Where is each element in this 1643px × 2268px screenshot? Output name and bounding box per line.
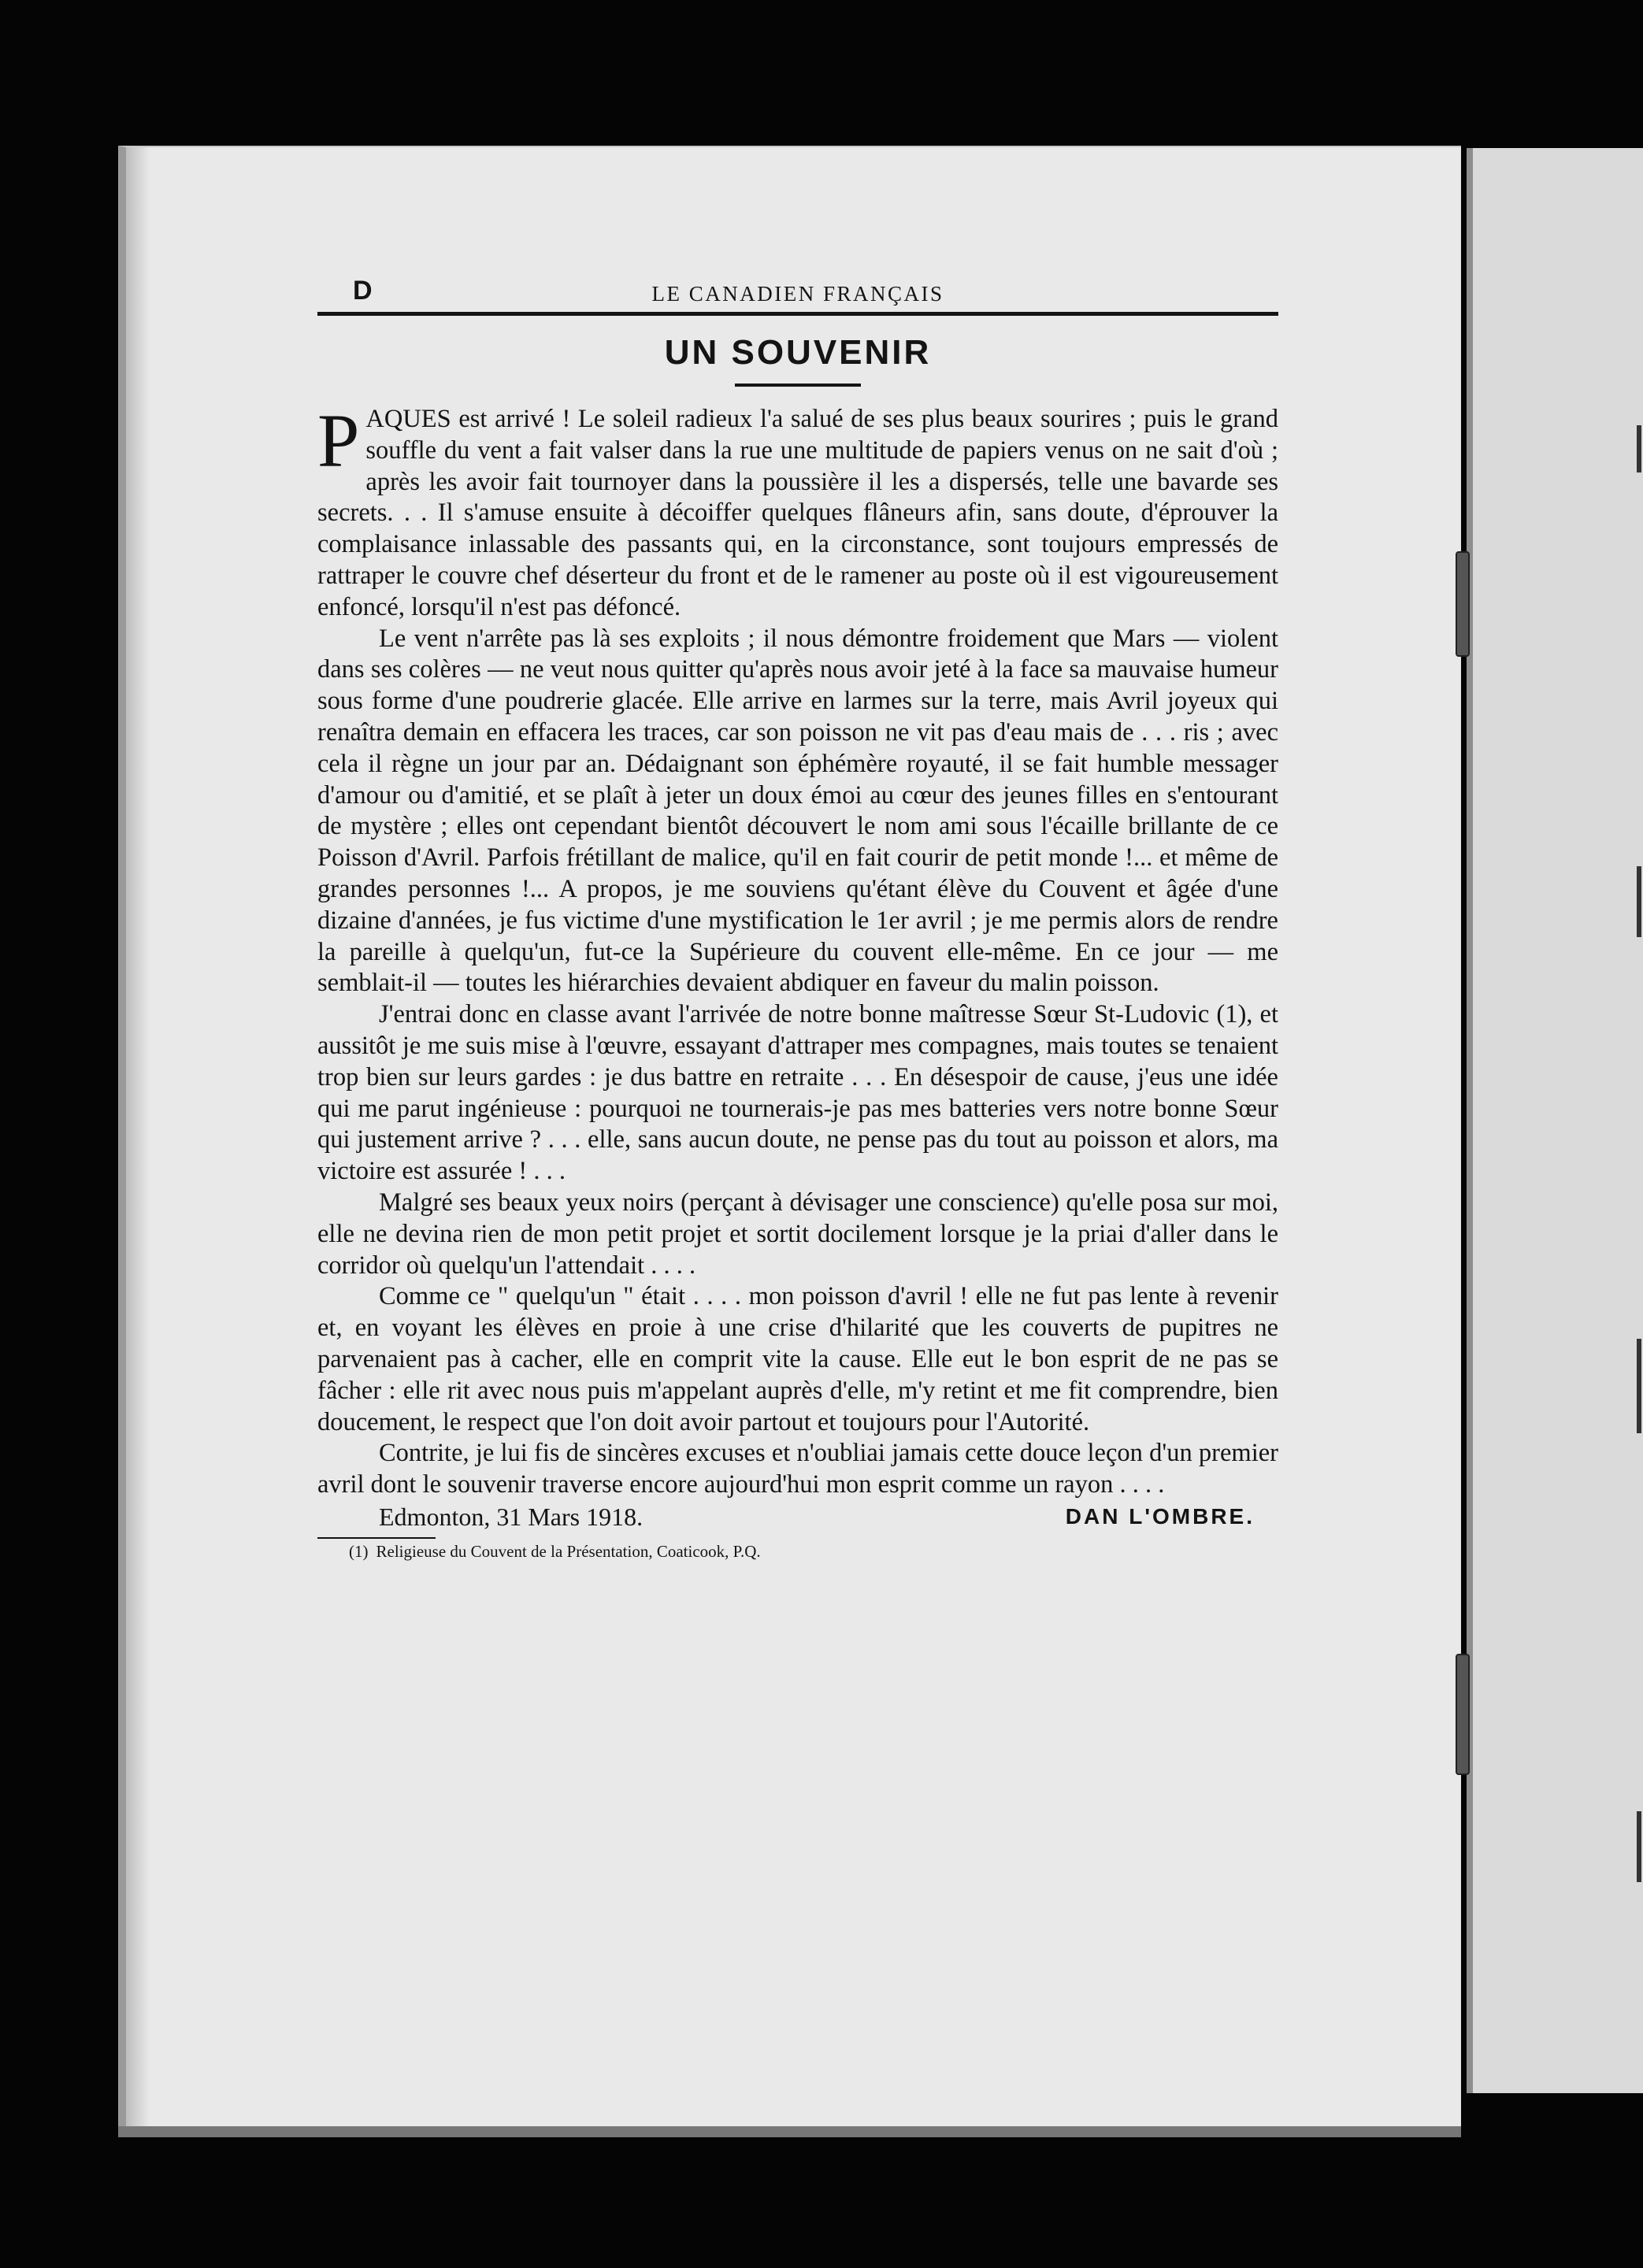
facing-page-fold [1467,148,1473,2093]
footnote-text: Religieuse du Couvent de la Présentation, Coaticook, P.Q. [376,1541,761,1561]
binding-clip-lower [1456,1654,1470,1775]
journal-title: LE CANADIEN FRANÇAIS [651,282,944,306]
facing-text-fragment [1637,1811,1641,1882]
paragraph: Comme ce " quelqu'un " était . . . . mon poisson d'avril ! elle ne fut pas lente à revenir et, en voyant les élèves en proie à une crise d'hilarité que les couverts de pupitres ne parvenaient pas à cacher, elle en comprit vite la cause. Elle eut le bon esprit de ne pas se fâcher : elle rit avec nous puis m'appelant auprès d'elle, m'y retint et me fit comprendre, bien doucement, le respect que l'on doit avoir partout et toujours pour l'Autorité. [317,1282,1278,1436]
facing-text-fragment [1637,425,1641,472]
title-underline [735,384,861,387]
paragraph: PAQUES est arrivé ! Le soleil radieux l'a salué de ses plus beaux sourires ; puis le grand souffle du vent a fait valser dans la rue une multitude de papiers venus on ne sait d'où ; après les avoir fait tournoyer dans la poussière il les a dispersés, telle une bavarde ses secrets. . . Il s'amuse ensuite à décoiffer quelques flâneurs afin, sans doute, d'éprouver la complaisance inlassable des passants qui, en la circonstance, sont toujours empressés de rattraper le couvre chef déserteur du front et de le ramener au poste où il est vigoureusement enfoncé, lorsqu'il n'est pas défoncé. [317,398,1278,621]
paragraph: Le vent n'arrête pas là ses exploits ; il nous démontre froidement que Mars — violent dans ses colères — ne veut nous quitter qu'après nous avoir jeté à la face sa mauvaise humeur sous forme d'une poudrerie glacée. Elle arrive en larmes sur la terre, mais Avril joyeux qui renaîtra demain en effacera les traces, car son poisson ne vit pas d'eau mais de . . . ris ; avec cela il règne un jour par an. Dédaignant son éphémère royauté, il se fait humble messager d'amour ou d'amitié, et se plaît à jeter un doux émoi au cœur des jeunes filles en s'entourant de mystère ; elles ont cependant bientôt découvert le nom ami sous l'écaille brillante de ce Poisson d'Avril. Parfois frétillant de malice, qu'il en fait courir de petit monde !... et même de grandes personnes !... A propos, je me souviens qu'étant élève du Couvent et âgée d'une dizaine d'années, je fus victime d'une mystification le 1er avril ; je me permis alors de rendre la pareille à quelqu'un, fut-ce la Supérieure du couvent elle-même. En ce jour — me semblait-il — toutes les hiérarchies devaient abdiquer en faveur du malin poisson. [317,624,1278,998]
paragraph: Malgré ses beaux yeux noirs (perçant à dévisager une conscience) qu'elle posa sur moi, elle ne devina rien de mon petit projet et sortit docilement lorsque je la priai d'aller dans le corridor où quelqu'un l'attendait . . . . [317,1188,1278,1280]
paragraph: Contrite, je lui fis de sincères excuses et n'oubliai jamais cette douce leçon d'un premier avril dont le souvenir traverse encore aujourd'hui mon esprit comme un rayon . . . . DAN L'OMBRE. [317,1438,1278,1501]
page-letter: D [353,276,373,306]
footnote-marker: (1) [349,1541,369,1561]
page-gutter-shadow [126,147,150,2134]
paragraph: J'entrai donc en classe avant l'arrivée de notre bonne maîtresse Sœur St-Ludovic (1), et aussitôt je me suis mise à l'œuvre, essayant d'attraper mes compagnes, mais toutes se tenaient trop bien sur leurs gardes : je dus battre en retraite . . . En désespoir de cause, j'eus une idée qui me parut ingénieuse : pourquoi ne tournerais-je pas mes batteries vers notre bonne Sœur qui justement arrive ? . . . elle, sans aucun doute, ne pense pas du tout au poisson et alors, ma victoire est assurée ! . . . [317,1000,1278,1186]
article-column [317,268,1278,1562]
dateline: Edmonton, 31 Mars 1918. [379,1502,643,1531]
drop-cap: P [317,398,360,483]
facing-text-fragment [1637,1339,1641,1433]
footnote-rule [317,1537,436,1539]
page-bottom-edge [118,2126,1461,2137]
header-rule [317,312,1278,316]
footnote [349,1542,1278,1562]
running-header [317,268,1278,307]
facing-page-edge [1467,148,1643,2093]
binding-clip-upper [1456,551,1470,657]
article-title: UN SOUVENIR [664,333,932,372]
signature: DAN L'OMBRE. [1065,1503,1255,1529]
facing-text-fragment [1637,866,1641,937]
